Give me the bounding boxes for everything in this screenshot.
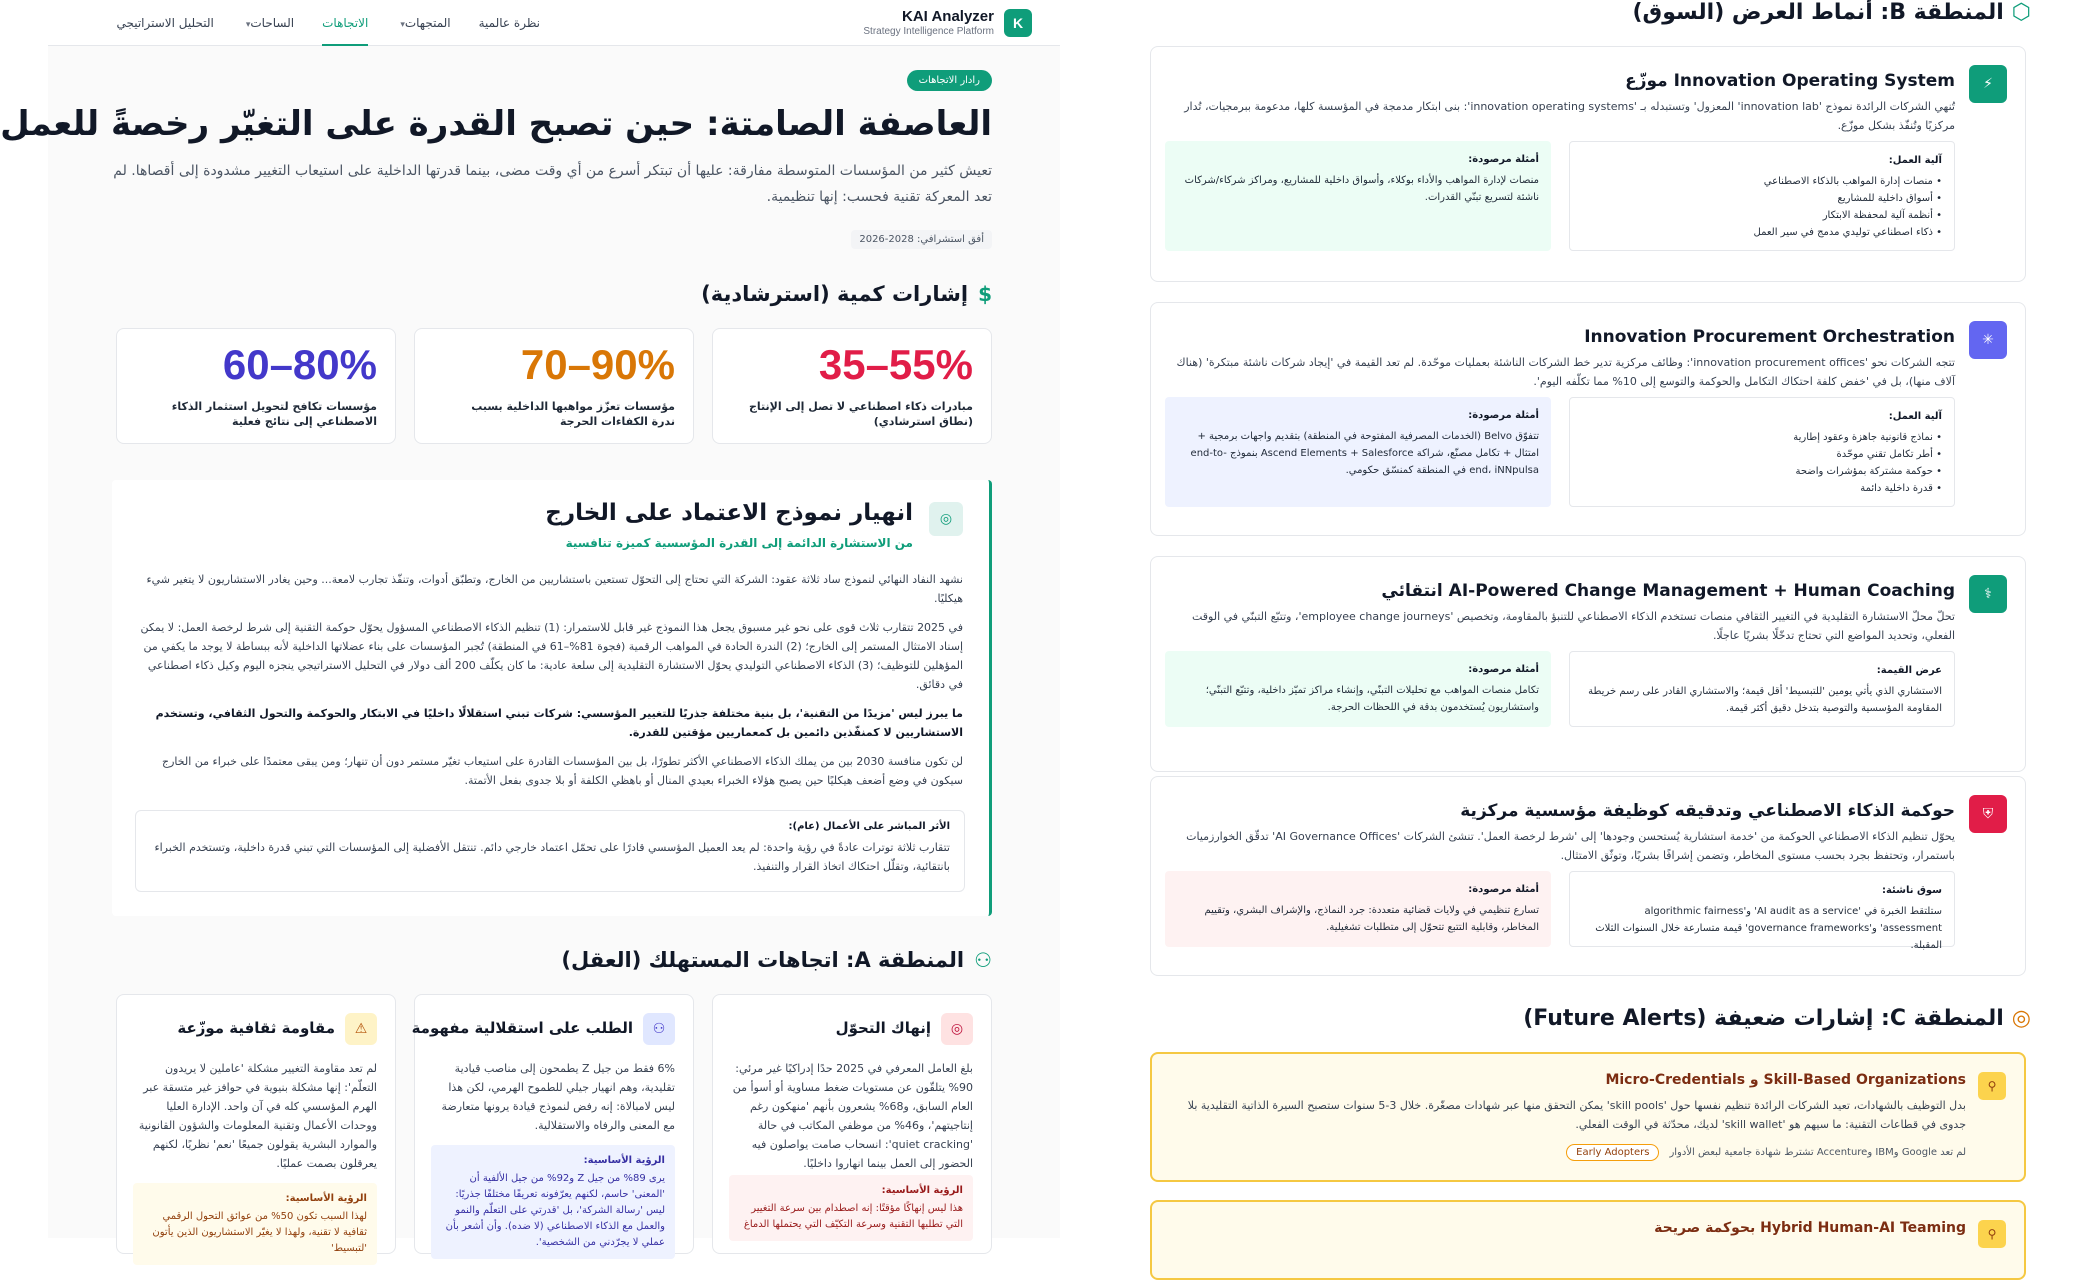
zone-c-title	[1523, 1006, 2031, 1031]
business-impact-box	[135, 810, 965, 892]
future-alert-card	[1150, 1200, 2026, 1280]
insight-text: لهذا السبب تكون 50% من عوائق التحول الرقمي ثقافية لا تقنية، ولهذا لا يغيّر الاستشاريون الذين يأتون 'لتبسيط'	[152, 1211, 367, 1254]
stat-label: مؤسسات تكافح لتحويل استثمار الذكاء الاصطناعي إلى نتائج فعلية	[171, 400, 377, 428]
box-title: آلية العمل:	[1888, 411, 1942, 422]
nav-label: الاتجاهات	[322, 16, 369, 30]
card-desc: تحلّ محلّ الاستشارة التقليدية في التغيير الثقافي منصات تستخدم الذكاء الاصطناعي للتنبؤ بالمقاومة، وتخصيص 'employee change journeys'، وتتبّع التبنّي في الوقت الفعلي، وتحديد المواضع التي تحتاج تدخّلًا بشريًا عاجلًا.	[1191, 610, 1955, 642]
nav-label: التحليل الاستراتيجي	[116, 16, 214, 30]
deep-dive-subtitle: من الاستشارة الدائمة إلى القدرة المؤسسية كميزة تنافسية	[565, 536, 913, 550]
nav-trends[interactable]	[322, 0, 368, 46]
section-title-text: المنطقة A: اتجاهات المستهلك (العقل)	[561, 948, 965, 972]
box-title: سوق ناشئة:	[1881, 885, 1942, 896]
examples-box	[1165, 397, 1551, 507]
nav-arenas[interactable]	[242, 0, 294, 46]
list-item: • حوكمة مشتركة بمؤشرات واضحة	[1582, 463, 1942, 480]
insight-text: هذا ليس إنهاكًا مؤقتًا: إنه اصطدام بين سرعة التغيير التي تطلبها التقنية وسرعة التكيّف التي يحتملها الدماغ	[743, 1203, 963, 1230]
paragraph: نشهد النفاد النهائي لنموذج ساد ثلاثة عقود: الشركة التي تحتاج إلى التحوّل تستعين باستشاريين من الخارج، وتطبّق أدوات، وتنفّذ تجارب لامعة... وحين يغادر الاستشاريون لا يتغير شيء هيكليًا.	[146, 573, 963, 605]
dollar-icon: $	[978, 282, 992, 306]
examples-box	[1165, 141, 1551, 251]
quant-section-title	[701, 282, 992, 306]
bulb-icon: ⚲	[1978, 1220, 2006, 1248]
impact-text: تتقارب ثلاثة توترات عادةً في رؤية واحدة: لم يعد العميل المؤسسي قادرًا على تحمّل اعتماد خارجي دائم. تنتقل الأفضلية إلى المؤسسات التي تبني قدرة داخلية، وتستخدم الخبراء بانتقائية، وتقلّل احتكاك اتخاذ القرار والتنفيذ.	[154, 841, 950, 873]
app-tagline: Strategy Intelligence Platform	[863, 26, 994, 37]
chevron-down-icon: ▾	[245, 20, 251, 30]
app-logo[interactable]: K	[1004, 9, 1032, 37]
mechanism-box	[1569, 397, 1955, 507]
stat-value: 70–90%	[520, 341, 675, 388]
deep-dive-body	[133, 570, 963, 800]
future-alert-card	[1150, 1052, 2026, 1182]
stat-value: 60–80%	[222, 341, 377, 388]
examples-box	[1165, 651, 1551, 727]
section-title-text: إشارات كمية (استرشادية)	[701, 282, 969, 306]
card-body: لم تعد مقاومة التغيير مشكلة 'عاملين لا يريدون التعلّم': إنها مشكلة بنيوية في حوافز غير متسقة عبر الهرم المؤسسي كله في آن واحد. الإدارة العليا ووحدات الأعمال وتقنية المعلومات والشؤون القانونية والموارد البشرية يقولون جميعًا 'نعم' نظريًا، لكنهم يعرقلون بصمت عمليًا.	[138, 1062, 377, 1170]
zone-a-title	[561, 948, 992, 972]
list-item: • قدرة داخلية دائمة	[1582, 480, 1942, 497]
app-name: KAI Analyzer	[902, 8, 994, 25]
consumer-trend-card	[116, 994, 396, 1254]
card-title: Innovation Procurement Orchestration	[1584, 327, 1955, 347]
nav-vectors[interactable]	[396, 0, 450, 46]
fatigue-icon: ◎	[941, 1013, 973, 1045]
trend-radar-badge: رادار الاتجاهات	[907, 70, 992, 91]
stat-value: 35–55%	[818, 341, 973, 388]
paragraph-bold: ما يبرز ليس 'مزيدًا من التقنية'، بل بنية مختلفة جذريًا للتغيير المؤسسي: شركات تبني استقلالًا داخليًا في الابتكار والحوكمة والتحول الثقافي، وتستخدم الاستشاريين لا كمنفّذين دائمين بل كمعماريين مؤقتين للقدرة.	[155, 707, 963, 739]
box-title: أمثلة مرصودة:	[1468, 884, 1539, 895]
card-title: مقاومة ثقافية موزّعة	[177, 1019, 335, 1037]
card-title: إنهاك التحوّل	[835, 1019, 931, 1037]
stat-label: مؤسسات تعزّز مواهبها الداخلية بسبب ندرة الكفاءات الحرجة	[471, 400, 675, 428]
box-text: الاستشاري الذي يأتي يومين 'للتبسيط' أقل قيمة؛ والاستشاري القادر على رسم خريطة المقاومة المؤسسية والتوصية بتدخل دقيق أكثر قيمة.	[1588, 686, 1942, 714]
stat-card	[414, 328, 694, 444]
section-title-text: المنطقة C: إشارات ضعيفة (Future Alerts)	[1523, 1006, 2004, 1031]
box-title: أمثلة مرصودة:	[1468, 410, 1539, 421]
card-title: AI-Powered Change Management + Human Coaching انتقائي	[1381, 581, 1955, 601]
sparkle-icon: ✳	[1969, 321, 2007, 359]
list-item: • ذكاء اصطناعي توليدي مدمج في سير العمل	[1582, 224, 1942, 241]
key-insight-box	[729, 1175, 973, 1241]
box-title: أمثلة مرصودة:	[1468, 664, 1539, 675]
alert-footer	[1566, 1144, 1966, 1161]
stat-card	[712, 328, 992, 444]
warning-icon: ⚠	[345, 1013, 377, 1045]
list-item: • أنظمة آلية لمحفظة الابتكار	[1582, 207, 1942, 224]
right-panel	[1060, 0, 2093, 1241]
alert-note: لم تعد Google وIBM وAccenture تشترط شهادة جامعية لبعض الأدوار	[1669, 1147, 1966, 1158]
nav-label: نظرة عالمية	[478, 16, 540, 30]
users-icon: ⚇	[974, 948, 992, 972]
pulse-icon: ⚕	[1969, 575, 2007, 613]
card-body: 6% فقط من جيل Z يطمحون إلى مناصب قيادية تقليدية، وهم انهيار جيلي للطموح الهرمي، لكن هذا ليس لامبالاة: إنه رفض لنموذج قيادة يرونها متعارضة مع المعنى والرفاه والاستقلالية.	[441, 1062, 675, 1132]
box-text: تتفوّق Belvo (الخدمات المصرفية المفتوحة في المنطقة) بتقديم واجهات برمجية + امتثال + تكامل مصنّع، شراكة Ascend Elements + Salesforce بنموذج end-to-end، iNNpulsa في المنطقة كمنسّق حكومي.	[1190, 431, 1539, 476]
left-panel	[0, 0, 1060, 1254]
value-box	[1569, 651, 1955, 727]
card-body: بلغ العامل المعرفي في 2025 حدًا إدراكيًا غير مرئي: 90% يتلقّون عن مستويات ضغط مساوية أو أسوأ من العام السابق، و68% يشعرون بأنهم 'منهكون رغم إنتاجيتهم'، و46% من موظفي المكاتب في حالة 'quiet cracking': انسحاب صامت يواصلون فيه الحضور إلى العمل بينما انهاروا داخليًا.	[732, 1062, 973, 1170]
stat-card	[116, 328, 396, 444]
autonomy-icon: ⚇	[643, 1013, 675, 1045]
consumer-trend-card	[712, 994, 992, 1254]
box-title: عرض القيمة:	[1876, 665, 1942, 676]
list-item: • أطر تكامل تقني موحّدة	[1582, 446, 1942, 463]
list-item: • منصات إدارة المواهب بالذكاء الاصطناعي	[1582, 173, 1942, 190]
card-title: الطلب على استقلالية مفهومة	[411, 1019, 633, 1037]
box-text: منصات لإدارة المواهب والأداء بوكلاء، وأسواق داخلية للمشاريع، ومراكز شركاء/شركات ناشئة لتسريع تبنّي القدرات.	[1184, 175, 1539, 203]
cube-icon: ⬡	[2011, 0, 2031, 25]
box-title: آلية العمل:	[1888, 155, 1942, 166]
business-model-card	[1150, 556, 2026, 772]
impact-title: الأثر المباشر على الأعمال (عام):	[788, 821, 950, 832]
page-title: العاصفة الصامتة: حين تصبح القدرة على التغيّر رخصةً للعمل	[0, 104, 992, 144]
mechanism-box	[1569, 141, 1955, 251]
shield-icon: ⛨	[1969, 795, 2007, 833]
mechanism-list	[1582, 429, 1942, 497]
nav-label: الساحات	[250, 16, 295, 30]
list-item: • نماذج قانونية جاهزة وعقود إطارية	[1582, 429, 1942, 446]
card-desc: يحوّل تنظيم الذكاء الاصطناعي الحوكمة من 'خدمة استشارية يُستحسن وجودها' إلى 'شرط لرخصة العمل'. تنشئ الشركات 'AI Governance Offices' تدقّق الخوارزميات باستمرار، وتحتفظ بجرد بحسب مستوى المخاطر، وتضمن إشرافًا بشريًا، وتوثّق الامتثال.	[1186, 830, 1955, 862]
chevron-down-icon: ▾	[400, 20, 405, 30]
deep-dive-card	[112, 480, 992, 916]
card-title: حوكمة الذكاء الاصطناعي وتدقيقه كوظيفة مؤسسية مركزية	[1460, 801, 1955, 821]
box-text: تكامل منصات المواهب مع تحليلات التبنّي، وإنشاء مراكز تميّز داخلية، وتتبّع التبنّي؛ واستشاريون يُستخدمون بدقة في اللحظات الحرجة.	[1205, 685, 1539, 713]
insight-title: الرؤية الأساسية:	[583, 1155, 665, 1166]
key-insight-box	[431, 1145, 675, 1259]
adopter-tag: Early Adopters	[1566, 1144, 1659, 1161]
brand	[863, 8, 994, 37]
paragraph: في 2025 تتقارب ثلاث قوى على نحو غير مسبوق يجعل هذا النموذج غير قابل للاستمرار: (1) تنظيم الذكاء الاصطناعي المسؤول يحوّل حوكمة التقنية إلى شرط لرخصة العمل: لا يمكن إسناد الامتثال المستمر إلى الخارج؛ (2) الندرة الحادة في المواهب الرقمية (فجوة 81%–61 في المنطقة) تُجبر المؤسسات على بناء عضلاتها الداخلية لأنه ببساطة لا يوجد ما يكفي من المؤهلين للتوظيف؛ (3) الذكاء الاصطناعي التوليدي يحوّل الاستشارة التقليدية إلى سلعة عادية: ما كان يكلّف 200 ألف دولار في التحليل الاستراتيجي ينجزه اليوم وكيل ذكاء اصطناعي في دقائق.	[140, 621, 963, 691]
alert-desc: بدل التوظيف بالشهادات، تعيد الشركات الرائدة تنظيم نفسها حول 'skill pools' يمكن التحقق منها عبر شهادات مصغّرة. خلال 3-5 سنوات ستصبح السيرة الذاتية التقليدية بلا جدوى في قطاعات التقنية: ما سيهم هو 'skill wallet' لديك، محدّثة في الوقت الفعلي.	[1187, 1099, 1966, 1131]
horizon-tag: أفق استشرافي: 2028-2026	[851, 230, 992, 249]
business-model-card	[1150, 776, 2026, 976]
box-text: ستلتقط الخبرة في 'AI audit as a service' و'algorithmic fairness assessment' و'governance frameworks' قيمة متسارعة خلال السنوات الثلاث المقبلة.	[1595, 906, 1942, 951]
consumer-trend-card	[411, 994, 694, 1254]
zone-b-title	[1633, 0, 2032, 25]
examples-box	[1165, 871, 1551, 947]
main-nav	[116, 0, 540, 46]
deep-dive-title: انهيار نموذج الاعتماد على الخارج	[545, 500, 913, 526]
page-subtitle: تعيش كثير من المؤسسات المتوسطة مفارقة: عليها أن تبتكر أسرع من أي وقت مضى، بينما قدرتها الداخلية على استيعاب التغيير مشدودة إلى أقصاها. لم تعد المعركة تقنية فحسب: إنها تنظيمية.	[113, 163, 992, 205]
top-navigation-bar	[48, 0, 1060, 46]
box-title: أمثلة مرصودة:	[1468, 154, 1539, 165]
paragraph: لن تكون منافسة 2030 بين من يملك الذكاء الاصطناعي الأكثر تطورًا، بل بين المؤسسات القادرة على استيعاب تغيّر مستمر دون أن تنهار؛ ومن يبقى معتمدًا على خبراء من الخارج سيكون في وضع أضعف هيكليًا حين يصبح هؤلاء الخبراء بعيدي المنال أو باهظي الكلفة أو بلا جدوى بفعل الأتمتة.	[161, 755, 963, 787]
insight-text: يرى 89% من جيل Z و92% من جيل الألفية أن 'المعنى' حاسم، لكنهم يعرّفونه تعريفًا مختلفًا جذريًا: ليس 'رسالة الشركة'، بل 'قدرتي على التعلّم والنمو والعمل مع الذكاء الاصطناعي (لا ضده). وأن أشعر بأن عملي لا يجرّدني من الشخصية'.	[445, 1173, 665, 1248]
list-item: • أسواق داخلية للمشاريع	[1582, 190, 1942, 207]
emerging-market-box	[1569, 871, 1955, 951]
target-icon: ◎	[929, 502, 963, 536]
nav-global-view[interactable]	[479, 0, 540, 46]
insight-title: الرؤية الأساسية:	[881, 1185, 963, 1196]
insight-title: الرؤية الأساسية:	[285, 1193, 367, 1204]
stat-label: مبادرات ذكاء اصطناعي لا تصل إلى الإنتاج (نطاق استرشادي)	[748, 400, 973, 428]
card-title: Innovation Operating System موزّع	[1625, 71, 1955, 91]
nav-strategic-analysis[interactable]	[116, 0, 213, 46]
alert-title: Hybrid Human-AI Teaming بحوكمة صريحة	[1654, 1220, 1966, 1236]
alert-title: Skill-Based Organizations و Micro-Credentials	[1605, 1072, 1966, 1088]
card-desc: تُنهي الشركات الرائدة نموذج 'innovation lab' المعزول' وتستبدله بـ 'innovation operating systems': بنى ابتكار مدمجة في المؤسسة كلها، مدعومة ببرمجيات، تُدار مركزيًا وتُنفّذ بشكل موزّع.	[1184, 100, 1955, 132]
mechanism-list	[1582, 173, 1942, 241]
bulb-icon: ⚲	[1978, 1072, 2006, 1100]
business-model-card	[1150, 46, 2026, 282]
box-text: تسارع تنظيمي في ولايات قضائية متعددة: جرد النماذج، والإشراف البشري، وتقييم المخاطر، وقابلية التتبع تتحوّل إلى متطلبات تشغيلية.	[1204, 905, 1539, 933]
bolt-icon: ⚡	[1969, 65, 2007, 103]
nav-label: المتجهات	[404, 16, 451, 30]
key-insight-box	[133, 1183, 377, 1265]
business-model-card	[1150, 302, 2026, 536]
section-title-text: المنطقة B: أنماط العرض (السوق)	[1632, 0, 2004, 25]
radar-icon: ◎	[2011, 1006, 2031, 1031]
card-desc: تتجه الشركات نحو 'innovation procurement offices': وظائف مركزية تدير خط الشركات الناشئة بعمليات موحّدة. لم تعد القيمة في 'إيجاد شركات ناشئة مبتكرة' (هناك آلاف منها)، بل في 'خفض كلفة احتكاك التكامل والحوكمة والتوسع إلى 10% مما تكلّفه اليوم'.	[1176, 356, 1955, 388]
